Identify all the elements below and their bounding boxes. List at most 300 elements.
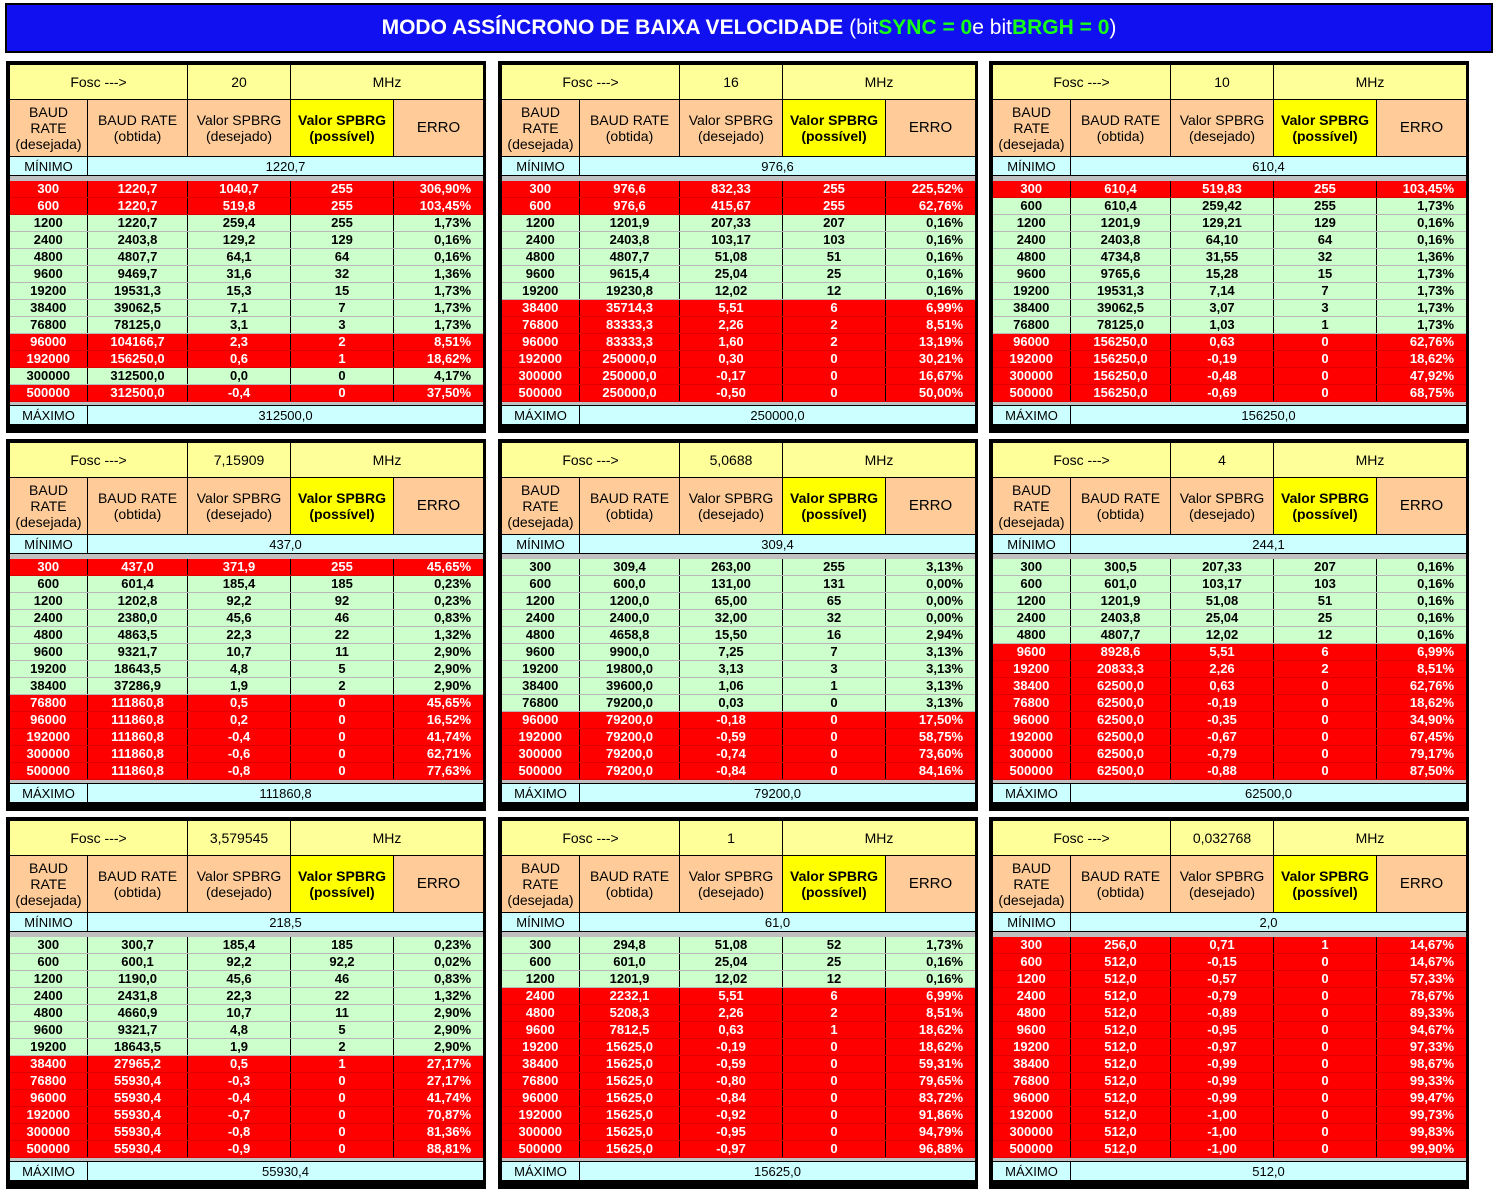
- spbrg-desired-cell: 7,25: [680, 644, 783, 661]
- table-row: [10, 559, 484, 576]
- spbrg-possible-cell: 0: [1274, 746, 1377, 763]
- baud-obtained-cell: 156250,0: [1071, 368, 1171, 385]
- fosc-unit: MHz: [291, 821, 484, 856]
- spbrg-possible-cell: 0: [1274, 1022, 1377, 1039]
- header-baud-desired: BAUD RATE (desejada): [993, 856, 1071, 913]
- baud-obtained-cell: 1201,9: [1071, 215, 1171, 232]
- maximum-label: MÁXIMO: [993, 406, 1071, 425]
- minimum-row: [993, 157, 1467, 176]
- baud-obtained-cell: 55930,4: [88, 1124, 188, 1141]
- spbrg-possible-cell: 0: [1274, 1056, 1377, 1073]
- spbrg-desired-cell: -0,3: [188, 1073, 291, 1090]
- spbrg-possible-cell: 255: [291, 559, 394, 576]
- baud-obtained-cell: 512,0: [1071, 1090, 1171, 1107]
- baud-obtained-cell: 111860,8: [88, 712, 188, 729]
- maximum-row: [993, 1162, 1467, 1181]
- baud-desired-cell: 9600: [502, 1022, 580, 1039]
- fosc-row: [10, 65, 484, 100]
- baud-desired-cell: 2400: [10, 988, 88, 1005]
- spbrg-desired-cell: -0,84: [680, 763, 783, 780]
- baud-desired-cell: 500000: [502, 1141, 580, 1158]
- baud-obtained-cell: 9615,4: [580, 266, 680, 283]
- error-cell: 0,00%: [886, 593, 976, 610]
- spbrg-possible-cell: 0: [1274, 695, 1377, 712]
- header-baud-desired: BAUD RATE (desejada): [502, 100, 580, 157]
- baud-desired-cell: 192000: [10, 1107, 88, 1124]
- spbrg-possible-cell: 0: [783, 1056, 886, 1073]
- error-cell: 99,47%: [1377, 1090, 1467, 1107]
- minimum-label: MÍNIMO: [993, 157, 1071, 176]
- minimum-row: [502, 157, 976, 176]
- baud-obtained-cell: 111860,8: [88, 763, 188, 780]
- spbrg-possible-cell: 0: [1274, 1090, 1377, 1107]
- baud-obtained-cell: 300,5: [1071, 559, 1171, 576]
- table-row: [10, 1022, 484, 1039]
- header-error: ERRO: [1377, 100, 1467, 157]
- spbrg-possible-cell: 0: [783, 351, 886, 368]
- maximum-row: [502, 406, 976, 425]
- baud-desired-cell: 500000: [10, 763, 88, 780]
- fosc-label: Fosc --->: [993, 443, 1171, 478]
- baud-desired-cell: 300: [993, 181, 1071, 198]
- fosc-label: Fosc --->: [10, 65, 188, 100]
- spbrg-desired-cell: -0,79: [1171, 988, 1274, 1005]
- baud-desired-cell: 600: [993, 198, 1071, 215]
- baud-desired-cell: 2400: [502, 610, 580, 627]
- error-cell: 1,73%: [394, 283, 484, 300]
- header-error: ERRO: [1377, 856, 1467, 913]
- spbrg-possible-cell: 0: [291, 385, 394, 402]
- table-row: [502, 1141, 976, 1158]
- baud-desired-cell: 38400: [993, 1056, 1071, 1073]
- table-row: [10, 1039, 484, 1056]
- error-cell: 0,16%: [394, 249, 484, 266]
- minimum-value: 437,0: [88, 535, 484, 554]
- spbrg-desired-cell: 4,8: [188, 1022, 291, 1039]
- baud-table-panel-fosc-3: [6, 439, 486, 811]
- table-body: [10, 181, 484, 402]
- error-cell: 0,16%: [1377, 576, 1467, 593]
- spbrg-desired-cell: -0,99: [1171, 1073, 1274, 1090]
- error-cell: 0,23%: [394, 937, 484, 954]
- spbrg-possible-cell: 0: [291, 729, 394, 746]
- spbrg-desired-cell: -0,99: [1171, 1090, 1274, 1107]
- fosc-value: 0,032768: [1171, 821, 1274, 856]
- baud-obtained-cell: 1220,7: [88, 181, 188, 198]
- spbrg-desired-cell: 1,03: [1171, 317, 1274, 334]
- error-cell: 79,65%: [886, 1073, 976, 1090]
- baud-desired-cell: 600: [10, 954, 88, 971]
- baud-desired-cell: 4800: [10, 627, 88, 644]
- spbrg-desired-cell: 832,33: [680, 181, 783, 198]
- spbrg-possible-cell: 3: [783, 661, 886, 678]
- maximum-row: [502, 1162, 976, 1181]
- baud-desired-cell: 192000: [993, 729, 1071, 746]
- table-row: [502, 1107, 976, 1124]
- baud-obtained-cell: 15625,0: [580, 1107, 680, 1124]
- baud-obtained-cell: 1201,9: [580, 971, 680, 988]
- spbrg-desired-cell: -1,00: [1171, 1107, 1274, 1124]
- error-cell: 18,62%: [1377, 695, 1467, 712]
- baud-obtained-cell: 79200,0: [580, 712, 680, 729]
- spbrg-possible-cell: 25: [783, 266, 886, 283]
- baud-obtained-cell: 512,0: [1071, 1056, 1171, 1073]
- table-row: [10, 971, 484, 988]
- fosc-row: [502, 821, 976, 856]
- spbrg-desired-cell: -0,4: [188, 1090, 291, 1107]
- header-spbrg-desired: Valor SPBRG (desejado): [1171, 856, 1274, 913]
- table-row: [993, 334, 1467, 351]
- baud-obtained-cell: 4807,7: [88, 249, 188, 266]
- spbrg-desired-cell: 0,30: [680, 351, 783, 368]
- baud-obtained-cell: 512,0: [1071, 1005, 1171, 1022]
- error-cell: 45,65%: [394, 695, 484, 712]
- baud-obtained-cell: 512,0: [1071, 971, 1171, 988]
- table-row: [502, 559, 976, 576]
- spbrg-possible-cell: 0: [291, 712, 394, 729]
- spbrg-desired-cell: -0,92: [680, 1107, 783, 1124]
- error-cell: 8,51%: [886, 1005, 976, 1022]
- spbrg-possible-cell: 255: [291, 215, 394, 232]
- table-row: [10, 385, 484, 402]
- spbrg-possible-cell: 7: [1274, 283, 1377, 300]
- table-row: [10, 1090, 484, 1107]
- baud-obtained-cell: 15625,0: [580, 1056, 680, 1073]
- fosc-value: 10: [1171, 65, 1274, 100]
- table-row: [502, 627, 976, 644]
- table-row: [502, 695, 976, 712]
- baud-obtained-cell: 2403,8: [1071, 232, 1171, 249]
- baud-table-panel-fosc-1: [498, 61, 978, 433]
- spbrg-desired-cell: -0,17: [680, 368, 783, 385]
- table-row: [993, 937, 1467, 954]
- spbrg-possible-cell: 103: [783, 232, 886, 249]
- baud-obtained-cell: 512,0: [1071, 1073, 1171, 1090]
- minimum-row: [502, 535, 976, 554]
- error-cell: 0,16%: [1377, 559, 1467, 576]
- error-cell: 17,50%: [886, 712, 976, 729]
- error-cell: 0,16%: [394, 232, 484, 249]
- baud-obtained-cell: 78125,0: [1071, 317, 1171, 334]
- baud-desired-cell: 9600: [10, 644, 88, 661]
- maximum-value: 156250,0: [1071, 406, 1467, 425]
- minimum-label: MÍNIMO: [502, 535, 580, 554]
- header-spbrg-desired: Valor SPBRG (desejado): [188, 100, 291, 157]
- table-row: [502, 729, 976, 746]
- spbrg-desired-cell: 2,26: [1171, 661, 1274, 678]
- table-row: [502, 1073, 976, 1090]
- baud-desired-cell: 1200: [10, 215, 88, 232]
- spbrg-possible-cell: 255: [783, 198, 886, 215]
- error-cell: 0,16%: [1377, 593, 1467, 610]
- baud-table-panel-fosc-0: [6, 61, 486, 433]
- header-spbrg-possible: Valor SPBRG (possível): [1274, 478, 1377, 535]
- baud-obtained-cell: 610,4: [1071, 181, 1171, 198]
- baud-obtained-cell: 62500,0: [1071, 712, 1171, 729]
- baud-obtained-cell: 600,1: [88, 954, 188, 971]
- baud-obtained-cell: 27965,2: [88, 1056, 188, 1073]
- table-row: [10, 249, 484, 266]
- header-baud-desired: BAUD RATE (desejada): [10, 856, 88, 913]
- error-cell: 8,51%: [886, 317, 976, 334]
- baud-obtained-cell: 601,4: [88, 576, 188, 593]
- table-row: [10, 1073, 484, 1090]
- header-spbrg-possible: Valor SPBRG (possível): [783, 478, 886, 535]
- spbrg-desired-cell: 92,2: [188, 954, 291, 971]
- fosc-value: 5,0688: [680, 443, 783, 478]
- spbrg-possible-cell: 207: [1274, 559, 1377, 576]
- spbrg-possible-cell: 0: [1274, 1141, 1377, 1158]
- spbrg-possible-cell: 2: [291, 334, 394, 351]
- maximum-label: MÁXIMO: [10, 406, 88, 425]
- spbrg-possible-cell: 0: [783, 1124, 886, 1141]
- error-cell: 2,90%: [394, 1022, 484, 1039]
- table-row: [10, 954, 484, 971]
- table-row: [993, 1039, 1467, 1056]
- baud-desired-cell: 19200: [502, 1039, 580, 1056]
- header-baud-obtained: BAUD RATE (obtida): [88, 100, 188, 157]
- table-row: [502, 661, 976, 678]
- spbrg-desired-cell: 31,55: [1171, 249, 1274, 266]
- column-header-row: [993, 856, 1467, 913]
- spbrg-possible-cell: 0: [783, 729, 886, 746]
- baud-desired-cell: 19200: [10, 283, 88, 300]
- error-cell: 2,90%: [394, 1039, 484, 1056]
- error-cell: 6,99%: [886, 300, 976, 317]
- spbrg-desired-cell: 4,8: [188, 661, 291, 678]
- table-row: [10, 576, 484, 593]
- table-row: [502, 181, 976, 198]
- table-row: [502, 937, 976, 954]
- baud-obtained-cell: 156250,0: [1071, 351, 1171, 368]
- header-baud-obtained: BAUD RATE (obtida): [1071, 856, 1171, 913]
- table-row: [10, 283, 484, 300]
- baud-desired-cell: 192000: [502, 729, 580, 746]
- table-row: [993, 1005, 1467, 1022]
- spbrg-possible-cell: 6: [783, 988, 886, 1005]
- spbrg-desired-cell: 12,02: [680, 283, 783, 300]
- spbrg-possible-cell: 129: [1274, 215, 1377, 232]
- spbrg-desired-cell: 12,02: [1171, 627, 1274, 644]
- table-row: [993, 1090, 1467, 1107]
- spbrg-possible-cell: 64: [291, 249, 394, 266]
- spbrg-desired-cell: 185,4: [188, 937, 291, 954]
- table-row: [993, 644, 1467, 661]
- spbrg-desired-cell: -0,95: [680, 1124, 783, 1141]
- spbrg-possible-cell: 15: [1274, 266, 1377, 283]
- error-cell: 18,62%: [886, 1039, 976, 1056]
- error-cell: 103,45%: [1377, 181, 1467, 198]
- baud-obtained-cell: 62500,0: [1071, 695, 1171, 712]
- spbrg-desired-cell: -0,19: [680, 1039, 783, 1056]
- spbrg-desired-cell: 0,63: [1171, 678, 1274, 695]
- baud-obtained-cell: 1202,8: [88, 593, 188, 610]
- spbrg-desired-cell: 103,17: [680, 232, 783, 249]
- baud-obtained-cell: 600,0: [580, 576, 680, 593]
- fosc-row: [993, 65, 1467, 100]
- table-row: [10, 1056, 484, 1073]
- error-cell: 0,16%: [1377, 610, 1467, 627]
- header-spbrg-desired: Valor SPBRG (desejado): [1171, 478, 1274, 535]
- baud-obtained-cell: 4734,8: [1071, 249, 1171, 266]
- spbrg-desired-cell: 10,7: [188, 644, 291, 661]
- baud-obtained-cell: 8928,6: [1071, 644, 1171, 661]
- table-body: [993, 559, 1467, 780]
- spbrg-desired-cell: 1040,7: [188, 181, 291, 198]
- minimum-row: [10, 913, 484, 932]
- table-row: [993, 385, 1467, 402]
- spbrg-desired-cell: 92,2: [188, 593, 291, 610]
- spbrg-desired-cell: 15,28: [1171, 266, 1274, 283]
- spbrg-desired-cell: 259,42: [1171, 198, 1274, 215]
- minimum-value: 218,5: [88, 913, 484, 932]
- spbrg-possible-cell: 0: [1274, 1039, 1377, 1056]
- baud-desired-cell: 2400: [502, 988, 580, 1005]
- header-spbrg-possible: Valor SPBRG (possível): [783, 856, 886, 913]
- baud-desired-cell: 300: [502, 559, 580, 576]
- baud-obtained-cell: 62500,0: [1071, 729, 1171, 746]
- baud-desired-cell: 1200: [993, 593, 1071, 610]
- spbrg-desired-cell: -0,35: [1171, 712, 1274, 729]
- baud-obtained-cell: 111860,8: [88, 695, 188, 712]
- title-brgh: BRGH = 0: [1011, 16, 1110, 39]
- maximum-label: MÁXIMO: [993, 1162, 1071, 1181]
- table-body: [10, 937, 484, 1158]
- minimum-label: MÍNIMO: [502, 913, 580, 932]
- spbrg-possible-cell: 131: [783, 576, 886, 593]
- baud-obtained-cell: 250000,0: [580, 351, 680, 368]
- table-row: [10, 661, 484, 678]
- header-baud-desired: BAUD RATE (desejada): [10, 478, 88, 535]
- error-cell: 41,74%: [394, 729, 484, 746]
- error-cell: 27,17%: [394, 1073, 484, 1090]
- spbrg-desired-cell: -0,18: [680, 712, 783, 729]
- baud-desired-cell: 96000: [502, 712, 580, 729]
- spbrg-possible-cell: 0: [1274, 729, 1377, 746]
- error-cell: 41,74%: [394, 1090, 484, 1107]
- error-cell: 3,13%: [886, 559, 976, 576]
- maximum-row: [993, 784, 1467, 803]
- spbrg-possible-cell: 0: [1274, 712, 1377, 729]
- baud-desired-cell: 76800: [993, 1073, 1071, 1090]
- header-baud-obtained: BAUD RATE (obtida): [88, 478, 188, 535]
- maximum-row: [10, 406, 484, 425]
- baud-desired-cell: 500000: [502, 385, 580, 402]
- baud-obtained-cell: 39062,5: [88, 300, 188, 317]
- fosc-unit: MHz: [1274, 821, 1467, 856]
- error-cell: 16,52%: [394, 712, 484, 729]
- error-cell: 78,67%: [1377, 988, 1467, 1005]
- column-header-row: [993, 478, 1467, 535]
- baud-obtained-cell: 9321,7: [88, 644, 188, 661]
- spbrg-desired-cell: 1,9: [188, 678, 291, 695]
- error-cell: 2,94%: [886, 627, 976, 644]
- table-row: [502, 763, 976, 780]
- table-row: [502, 368, 976, 385]
- header-spbrg-desired: Valor SPBRG (desejado): [680, 478, 783, 535]
- baud-obtained-cell: 9321,7: [88, 1022, 188, 1039]
- baud-table: [9, 64, 484, 425]
- error-cell: 1,73%: [886, 937, 976, 954]
- spbrg-possible-cell: 185: [291, 937, 394, 954]
- baud-obtained-cell: 1201,9: [1071, 593, 1171, 610]
- header-spbrg-desired: Valor SPBRG (desejado): [1171, 100, 1274, 157]
- table-row: [502, 232, 976, 249]
- spbrg-desired-cell: 31,6: [188, 266, 291, 283]
- baud-desired-cell: 300000: [993, 1124, 1071, 1141]
- spbrg-possible-cell: 25: [1274, 610, 1377, 627]
- error-cell: 83,72%: [886, 1090, 976, 1107]
- baud-obtained-cell: 7812,5: [580, 1022, 680, 1039]
- fosc-value: 16: [680, 65, 783, 100]
- error-cell: 27,17%: [394, 1056, 484, 1073]
- spbrg-desired-cell: -1,00: [1171, 1141, 1274, 1158]
- table-row: [10, 712, 484, 729]
- baud-desired-cell: 19200: [993, 1039, 1071, 1056]
- spbrg-possible-cell: 11: [291, 644, 394, 661]
- spbrg-possible-cell: 0: [1274, 1124, 1377, 1141]
- fosc-label: Fosc --->: [502, 65, 680, 100]
- baud-desired-cell: 2400: [10, 232, 88, 249]
- baud-desired-cell: 9600: [993, 266, 1071, 283]
- error-cell: 0,23%: [394, 576, 484, 593]
- spbrg-desired-cell: 1,06: [680, 678, 783, 695]
- spbrg-possible-cell: 185: [291, 576, 394, 593]
- baud-obtained-cell: 1220,7: [88, 215, 188, 232]
- spbrg-possible-cell: 0: [1274, 1073, 1377, 1090]
- spbrg-possible-cell: 5: [291, 1022, 394, 1039]
- baud-desired-cell: 76800: [502, 317, 580, 334]
- table-row: [10, 198, 484, 215]
- table-row: [502, 644, 976, 661]
- spbrg-possible-cell: 0: [1274, 954, 1377, 971]
- spbrg-possible-cell: 0: [783, 763, 886, 780]
- spbrg-possible-cell: 2: [783, 317, 886, 334]
- error-cell: 8,51%: [1377, 661, 1467, 678]
- table-row: [10, 695, 484, 712]
- baud-desired-cell: 76800: [10, 695, 88, 712]
- baud-table: [992, 820, 1467, 1181]
- baud-desired-cell: 2400: [993, 988, 1071, 1005]
- maximum-row: [502, 784, 976, 803]
- table-row: [10, 746, 484, 763]
- spbrg-desired-cell: 2,26: [680, 317, 783, 334]
- table-row: [993, 368, 1467, 385]
- baud-obtained-cell: 601,0: [1071, 576, 1171, 593]
- spbrg-desired-cell: 415,67: [680, 198, 783, 215]
- baud-desired-cell: 4800: [10, 1005, 88, 1022]
- baud-desired-cell: 192000: [993, 351, 1071, 368]
- baud-desired-cell: 76800: [993, 317, 1071, 334]
- error-cell: 16,67%: [886, 368, 976, 385]
- header-spbrg-desired: Valor SPBRG (desejado): [680, 100, 783, 157]
- fosc-unit: MHz: [783, 65, 976, 100]
- maximum-value: 55930,4: [88, 1162, 484, 1181]
- error-cell: 70,87%: [394, 1107, 484, 1124]
- minimum-row: [10, 157, 484, 176]
- table-row: [993, 351, 1467, 368]
- baud-table-panel-fosc-7: [498, 817, 978, 1189]
- error-cell: 94,67%: [1377, 1022, 1467, 1039]
- spbrg-possible-cell: 0: [291, 746, 394, 763]
- spbrg-possible-cell: 2: [1274, 661, 1377, 678]
- spbrg-possible-cell: 0: [291, 1124, 394, 1141]
- error-cell: 0,00%: [886, 576, 976, 593]
- error-cell: 98,67%: [1377, 1056, 1467, 1073]
- maximum-label: MÁXIMO: [502, 784, 580, 803]
- table-row: [10, 1124, 484, 1141]
- header-baud-obtained: BAUD RATE (obtida): [1071, 478, 1171, 535]
